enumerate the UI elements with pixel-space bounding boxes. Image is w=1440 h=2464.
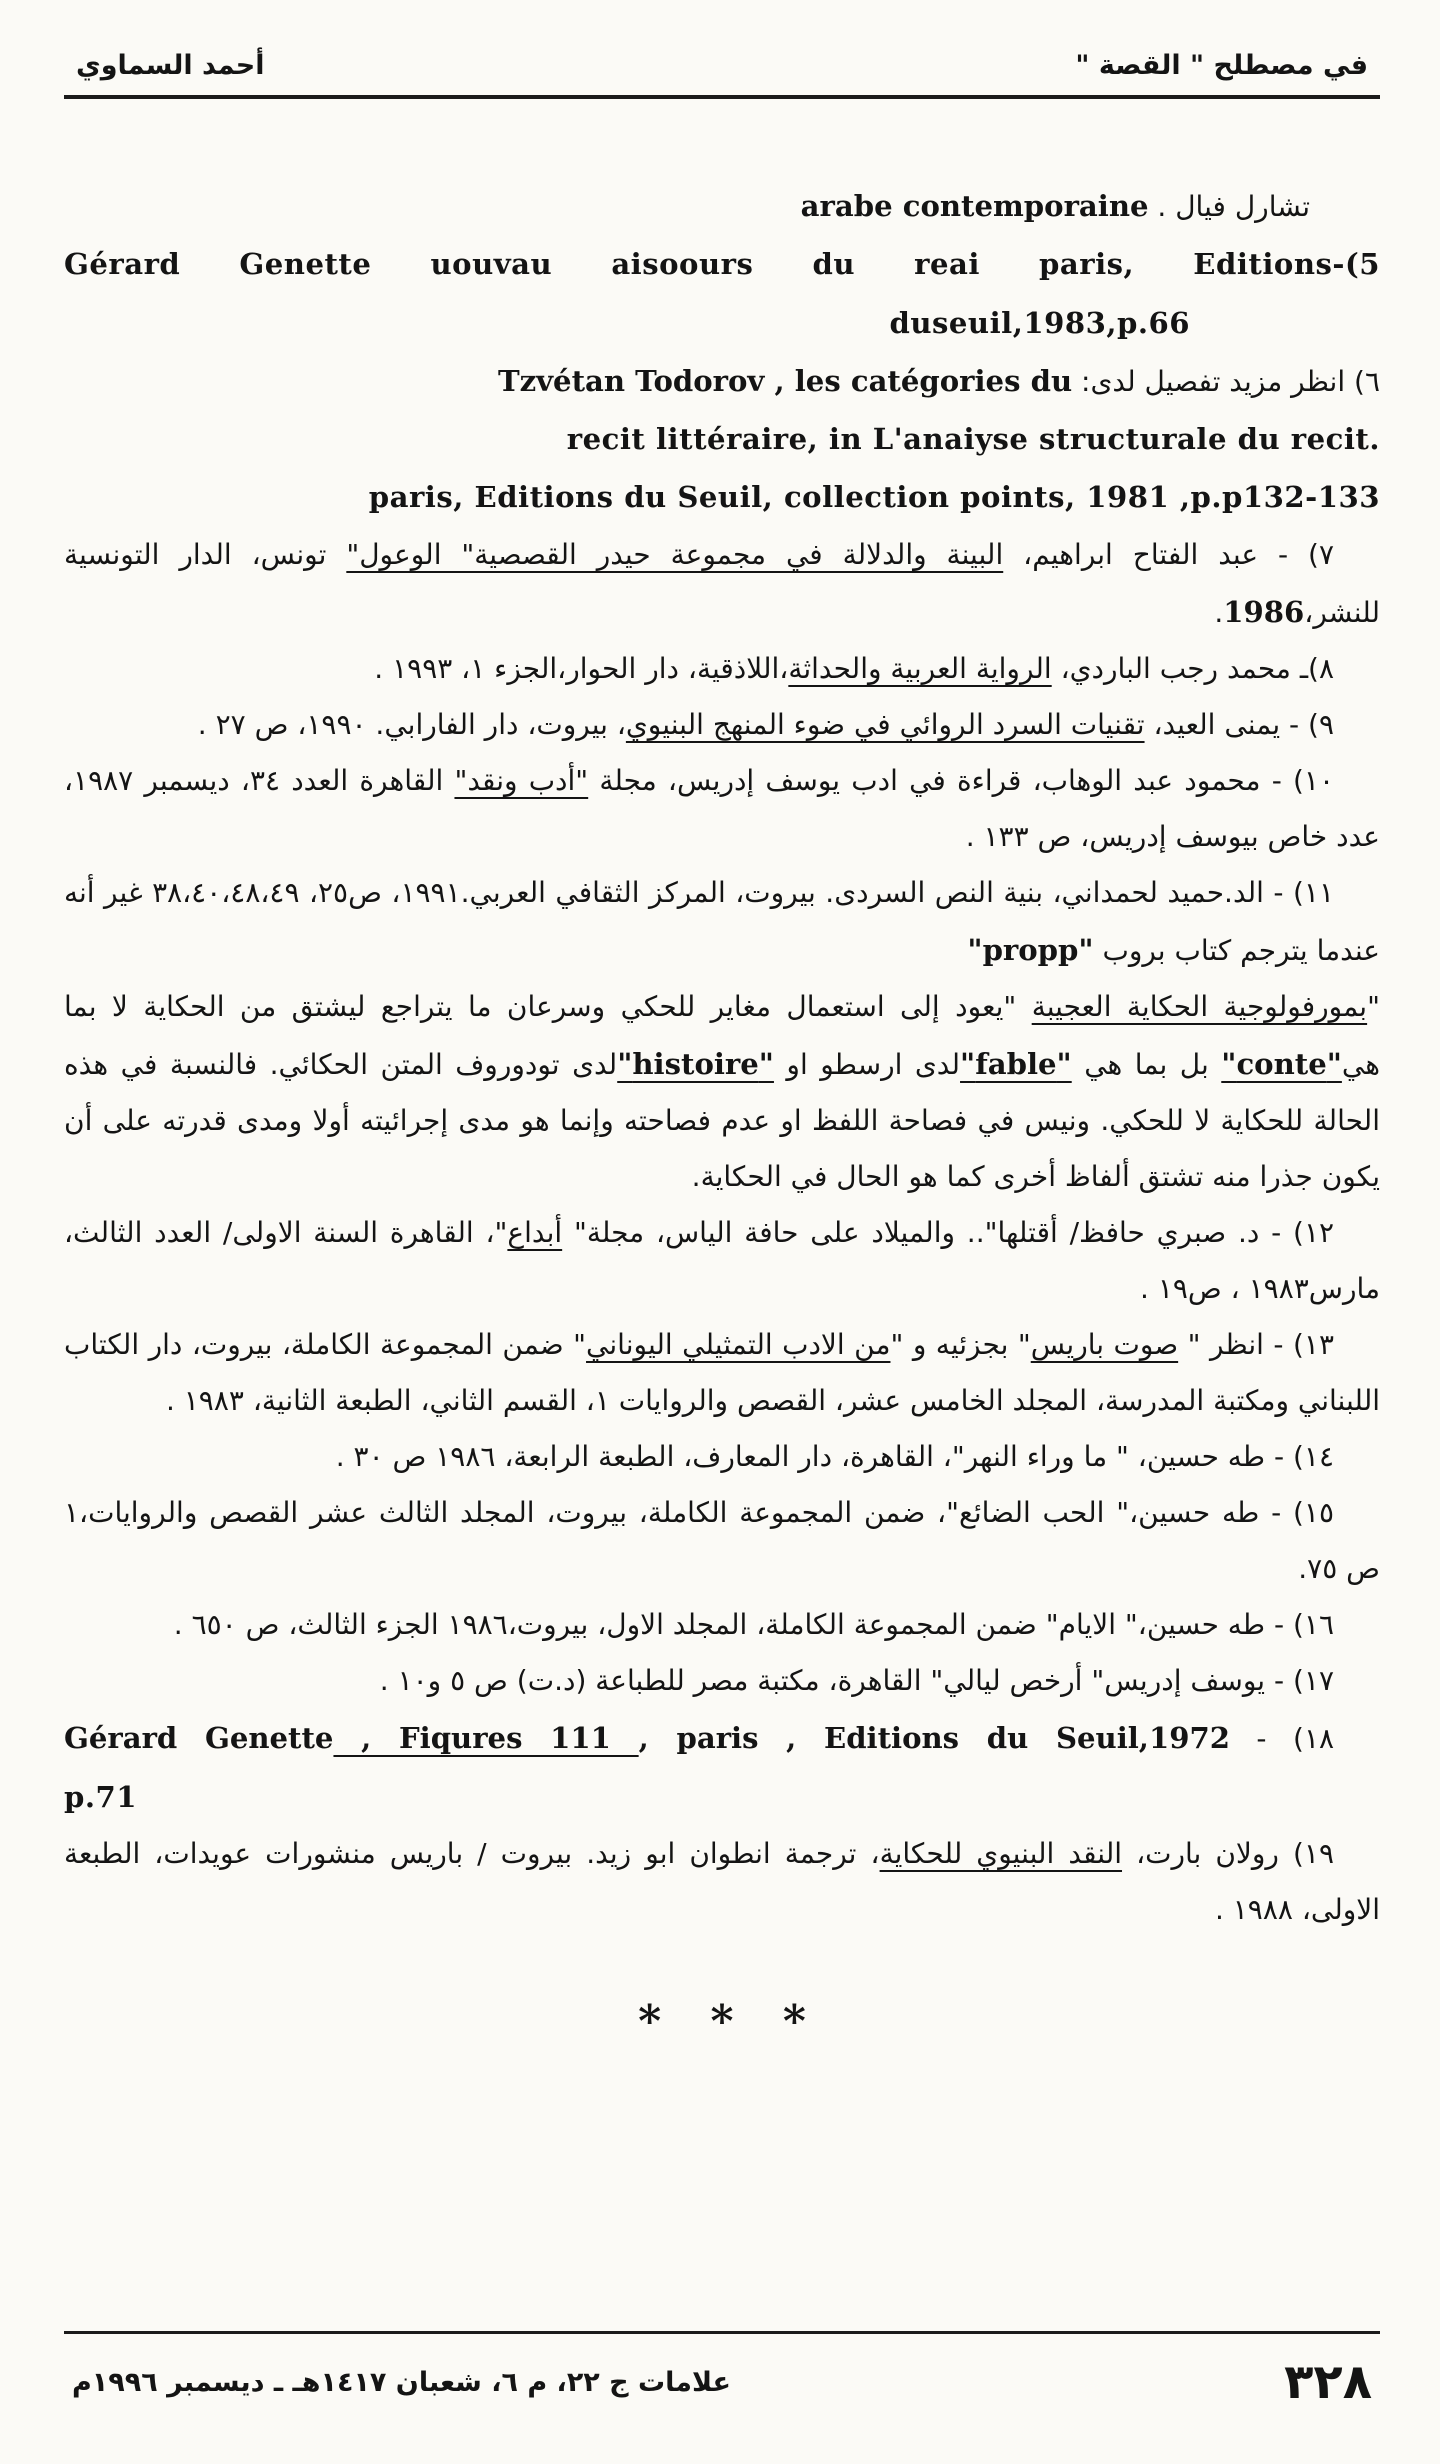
page-header bbox=[64, 34, 1380, 95]
footnote-17 bbox=[64, 1653, 1380, 1709]
footnote-8 bbox=[64, 641, 1380, 697]
arabic-text-segment: ١١) - الد.حميد لحمداني، بنية النص السردى. بيروت، المركز الثقافي العربي.١٩٩١، ص٢٥، ٣٨،٤٠،٤٨،٤٩ غير أنه عندما يترجم كتاب بروب bbox=[64, 875, 1380, 967]
arabic-text-segment: النقد البنيوي للحكاية bbox=[879, 1836, 1123, 1870]
arabic-text-segment: ١٢) - د. صبري حافظ/ أقتلها".. والميلاد على حافة الياس، مجلة" bbox=[562, 1216, 1335, 1250]
arabic-text-segment: ٨)ـ محمد رجب الباردي، bbox=[1051, 651, 1334, 685]
header-rule bbox=[64, 95, 1380, 99]
arabic-text-segment: من الادب التمثيلي اليوناني bbox=[586, 1328, 891, 1362]
footnote-11-quotation bbox=[64, 979, 1380, 1205]
footnote-6-line-3 bbox=[64, 468, 1380, 526]
arabic-text-segment: ١٥) - طه حسين،" الحب الضائع"، ضمن المجموعة الكاملة، بيروت، المجلد الثالث عشر القصص والروايات،١ ص ٧٥. bbox=[64, 1496, 1380, 1586]
latin-text-segment: duseuil,1983,p.66 bbox=[889, 305, 1190, 340]
arabic-text-segment: ١٦) - طه حسين،" الايام" ضمن المجموعة الكاملة، المجلد الاول، بيروت،١٩٨٦ الجزء الثالث، ص ٦٥٠ . bbox=[173, 1608, 1334, 1642]
latin-text-segment: Tzvétan Todorov , les catégories du bbox=[497, 363, 1073, 398]
footnote-14 bbox=[64, 1429, 1380, 1485]
arabic-text-segment: ١٣) - انظر " bbox=[1178, 1328, 1334, 1362]
arabic-text-segment: ١٠) - محمود عبد الوهاب، قراءة في ادب يوسف إدريس، مجلة bbox=[588, 763, 1334, 797]
arabic-text-segment: "يعود إلى استعمال مغاير للحكي وسرعان ما يتراجع ليشتق من الحكاية لا بما هي bbox=[64, 990, 1380, 1081]
footnotes-section bbox=[64, 177, 1380, 1938]
footnote-15 bbox=[64, 1485, 1380, 1597]
arabic-text-segment: أبداع bbox=[507, 1216, 563, 1250]
footnote-18-line-2 bbox=[64, 1768, 1380, 1826]
latin-text-segment: p.71 bbox=[64, 1779, 137, 1814]
latin-text-segment: Gérard Genette bbox=[64, 1721, 334, 1756]
latin-text-segment: arabe contemporaine bbox=[800, 189, 1149, 223]
arabic-text-segment: تونس، الدار التونسية للنشر، bbox=[64, 537, 1380, 629]
arabic-text-segment: تشارل فيال . bbox=[1148, 190, 1310, 223]
arabic-text-segment: ١٨) - bbox=[1229, 1722, 1335, 1756]
latin-text-segment: paris, Editions du Seuil, collection points, 1981 ,p.p132-133 bbox=[368, 480, 1380, 515]
arabic-text-segment: " ضمن المجموعة الكاملة، بيروت، دار الكتاب اللبناني ومكتبة المدرسة، المجلد الخامس عشر، القصص والروايات ١، القسم الثاني، الطبعة الثانية، ١٩٨٣ . bbox=[64, 1328, 1380, 1418]
footnote-6-line-1 bbox=[64, 352, 1380, 410]
header-author-name: أحمد السماوي bbox=[76, 50, 265, 81]
arabic-text-segment: " بجزئيه و " bbox=[890, 1328, 1031, 1362]
footnote-11 bbox=[64, 865, 1380, 979]
arabic-text-segment: ١٧) - يوسف إدريس" أرخص ليالي" القاهرة، مكتبة مصر للطباعة (د.ت) ص ٥ و١٠ . bbox=[379, 1664, 1334, 1698]
footer-journal-info: علامات ج ٢٢، م ٦، شعبان ١٤١٧هـ ـ ديسمبر ١٩٩٦م bbox=[72, 2366, 731, 2398]
arabic-text-segment: ١٩) رولان بارت، bbox=[1122, 1836, 1334, 1870]
latin-text-segment: Gérard Genette uouvau aisoours du reai paris, Editions-(5 bbox=[64, 247, 1380, 282]
footnote-10 bbox=[64, 753, 1380, 865]
arabic-text-segment: ٦) انظر مزيد تفصيل لدى: bbox=[1072, 364, 1380, 398]
arabic-text-segment: تقنيات السرد الروائي في ضوء المنهج البنيوي bbox=[625, 707, 1145, 741]
footnote-5-page-ref bbox=[64, 294, 1380, 352]
arabic-text-segment: "، القاهرة السنة الاولى/ العدد الثالث، مارس١٩٨٣ ، ص١٩ . bbox=[64, 1216, 1380, 1306]
arabic-text-segment: لدى تودوروف المتن الحكائي. فالنسبة في هذه الحالة للحكاية لا للحكي. ونيس في فصاحة اللفظ او عدم فصاحته وإنما هو مدى إجرائيته أولا ومدى قدرته على أن يكون جذرا منه تشتق ألفاظ أخرى كما هو الحال في الحكاية. bbox=[64, 1048, 1380, 1194]
arabic-text-segment: صوت باريس bbox=[1030, 1328, 1179, 1362]
page-footer bbox=[64, 2331, 1380, 2410]
arabic-text-segment: " bbox=[1367, 990, 1380, 1023]
latin-text-segment: , paris , Editions du Seuil,1972 bbox=[638, 1721, 1230, 1756]
latin-text-segment: "histoire" bbox=[617, 1047, 774, 1081]
footnote-7 bbox=[64, 527, 1380, 641]
arabic-text-segment: ٩) - يمنى العيد، bbox=[1144, 707, 1334, 741]
arabic-text-segment: . bbox=[1214, 595, 1224, 629]
latin-text-segment: "propp" bbox=[967, 932, 1094, 967]
footnote-12 bbox=[64, 1205, 1380, 1317]
arabic-text-segment: القاهرة العدد ٣٤، ديسمبر ١٩٨٧، عدد خاص بيوسف إدريس، ص ١٣٣ . bbox=[64, 763, 1380, 853]
latin-text-segment: , Fiqures 111 bbox=[333, 1721, 639, 1756]
footnote-6-line-2 bbox=[64, 410, 1380, 468]
footnote-5-reference bbox=[64, 235, 1380, 293]
arabic-text-segment: البينة والدلالة في مجموعة حيدر القصصية" الوعول" bbox=[346, 537, 1004, 571]
footnote-18-line-1 bbox=[64, 1709, 1380, 1767]
arabic-text-segment: "أدب ونقد" bbox=[454, 763, 589, 797]
latin-text-segment: "conte" bbox=[1221, 1047, 1342, 1081]
latin-text-segment: "fable" bbox=[960, 1047, 1072, 1081]
footer-page-number: ٣٢٨ bbox=[1284, 2354, 1372, 2410]
latin-text-segment: recit littéraire, in L'anaiyse structurale du recit. bbox=[566, 422, 1380, 456]
arabic-text-segment: بل بما هي bbox=[1071, 1048, 1222, 1081]
arabic-text-segment: ١٤) - طه حسين، " ما وراء النهر"، القاهرة، دار المعارف، الطبعة الرابعة، ١٩٨٦ ص ٣٠ . bbox=[335, 1440, 1334, 1474]
footnote-13 bbox=[64, 1317, 1380, 1429]
arabic-text-segment: ٧) - عبد الفتاح ابراهيم، bbox=[1003, 537, 1334, 571]
footnote-16 bbox=[64, 1597, 1380, 1653]
arabic-text-segment: ،اللاذقية، دار الحوار،الجزء ١، ١٩٩٣ . bbox=[374, 651, 789, 685]
header-article-title: في مصطلح " القصة " bbox=[1075, 50, 1368, 81]
footnote-9 bbox=[64, 697, 1380, 753]
section-divider-stars: * * * bbox=[638, 1995, 806, 2047]
arabic-text-segment: ، ترجمة انطوان ابو زيد. بيروت / باريس منشورات عويدات، الطبعة الاولى، ١٩٨٨ . bbox=[64, 1836, 1380, 1926]
arabic-text-segment: الرواية العربية والحداثة bbox=[788, 651, 1052, 685]
arabic-text-segment: بمورفولوجية الحكاية العجيبة bbox=[1031, 990, 1368, 1023]
arabic-text-segment: لدى ارسطو او bbox=[773, 1048, 961, 1081]
arabic-text-segment: ، بيروت، دار الفارابي. ١٩٩٠، ص ٢٧ . bbox=[197, 707, 626, 741]
latin-text-segment: 1986 bbox=[1223, 594, 1305, 629]
footnote-5-continuation bbox=[64, 177, 1380, 235]
footnote-19 bbox=[64, 1826, 1380, 1938]
